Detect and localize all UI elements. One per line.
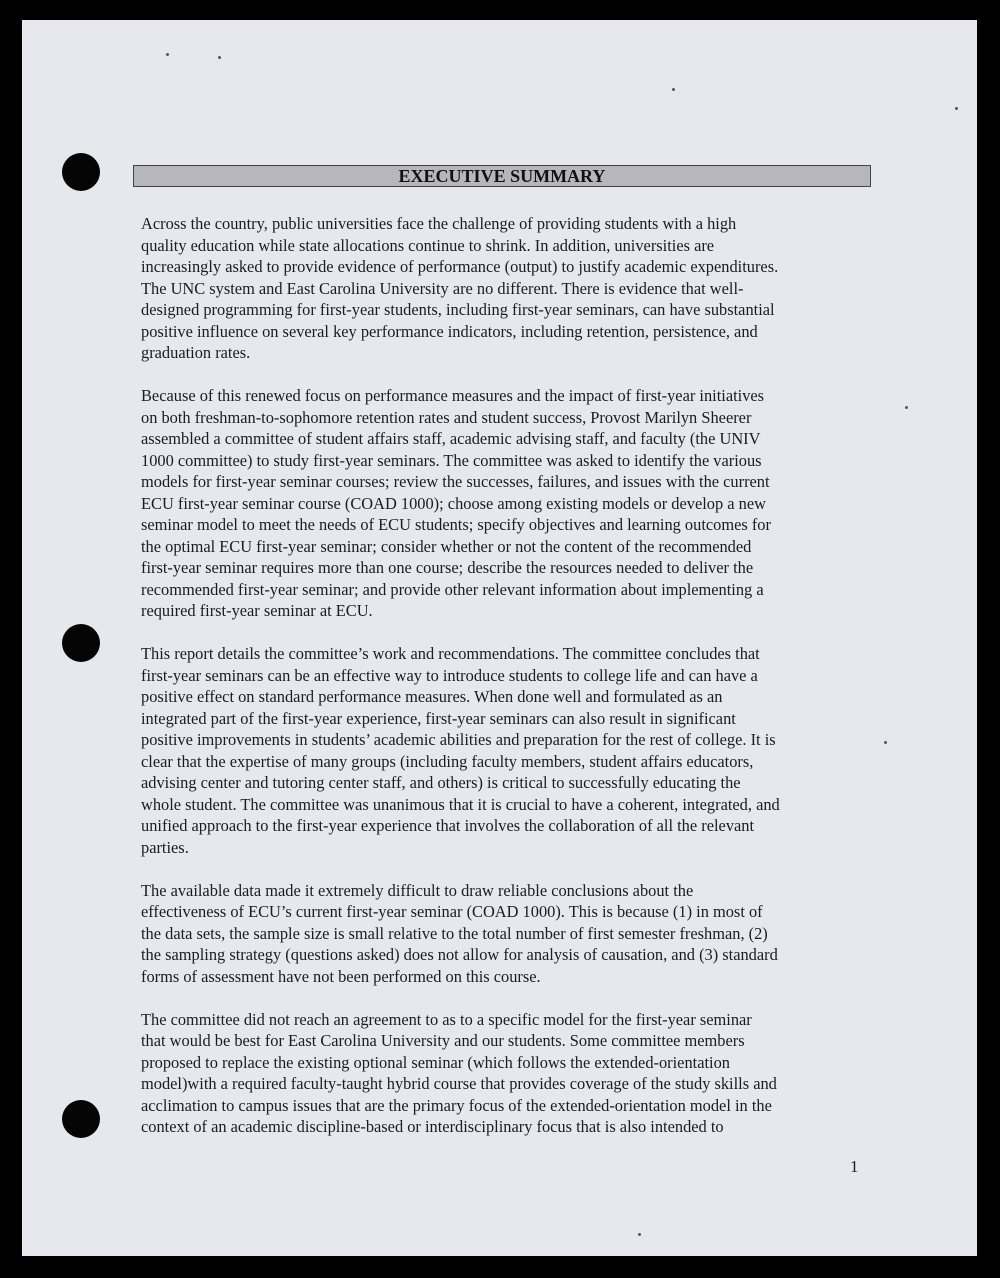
paragraph-4: The available data made it extremely difficult to draw reliable conclusions about the effectiveness of ECU’s current first-year seminar (COAD 1000). This is because (1) in most of the data sets, the sample size is small relative to the total number of first semester freshman, (2) the sampling strategy (questions asked) does not allow for analysis of causation, and (3) standard forms of assessment have not been performed on this course. — [141, 880, 778, 986]
page-title: EXECUTIVE SUMMARY — [398, 166, 606, 186]
paragraph-1: Across the country, public universities face the challenge of providing students with a high quality education while state allocations continue to shrink. In addition, universities are increasingly asked to provide evidence of performance (output) to justify academic expenditures. The UNC system and East Carolina University are no different. There is evidence that well- designed programming for first-year students, including first-year seminars, can have substantial positive influence on several key performance indicators, including retention, persistence, and graduation rates. — [141, 214, 779, 362]
paragraph-5: The committee did not reach an agreement to as to a specific model for the first-year seminar that would be best for East Carolina University and our students. Some committee members proposed to replace the existing optional seminar (which follows the extended-orientation model)with a required faculty-taught hybrid course that provides coverage of the study skills and acclimation to campus issues that are the primary focus of the extended-orientation model in the context of an academic discipline-based or interdisciplinary focus that is also intended to — [141, 1009, 777, 1136]
title-banner — [133, 165, 871, 187]
scan-speck — [905, 406, 908, 409]
document-page — [22, 20, 977, 1256]
scan-speck — [218, 56, 221, 59]
binder-hole-middle — [62, 624, 100, 662]
scan-speck — [955, 107, 958, 110]
binder-hole-top — [62, 153, 100, 191]
binder-hole-bottom — [62, 1100, 100, 1138]
scan-speck — [638, 1233, 641, 1236]
page-number: 1 — [850, 1157, 859, 1176]
paragraph-2: Because of this renewed focus on performance measures and the impact of first-year initiatives on both freshman-to-sophomore retention rates and student success, Provost Marilyn Sheerer assembled a committee of student affairs staff, academic advising staff, and faculty (the UNIV 1000 committee) to study first-year seminars. The committee was asked to identify the various models for first-year seminar courses; review the successes, failures, and issues with the current ECU first-year seminar course (COAD 1000); choose among existing models or develop a new seminar model to meet the needs of ECU students; specify objectives and learning outcomes for the optimal ECU first-year seminar; consider whether or not the content of the recommended first-year seminar requires more than one course; describe the resources needed to deliver the recommended first-year seminar; and provide other relevant information about implementing a required first-year seminar at ECU. — [141, 386, 771, 620]
scan-speck — [672, 88, 675, 91]
scan-speck — [166, 53, 169, 56]
paragraph-3: This report details the committee’s work and recommendations. The committee concludes that first-year seminars can be an effective way to introduce students to college life and can have a positive effect on standard performance measures. When done well and formulated as an integrated part of the first-year experience, first-year seminars can also result in significant positive improvements in students’ academic abilities and preparation for the rest of college. It is clear that the expertise of many groups (including faculty members, student affairs educators, advising center and tutoring center staff, and others) is critical to successfully educating the whole student. The committee was unanimous that it is crucial to have a coherent, integrated, and unified approach to the first-year experience that involves the collaboration of all the relevant parties. — [141, 644, 780, 857]
document-body — [141, 213, 901, 1159]
